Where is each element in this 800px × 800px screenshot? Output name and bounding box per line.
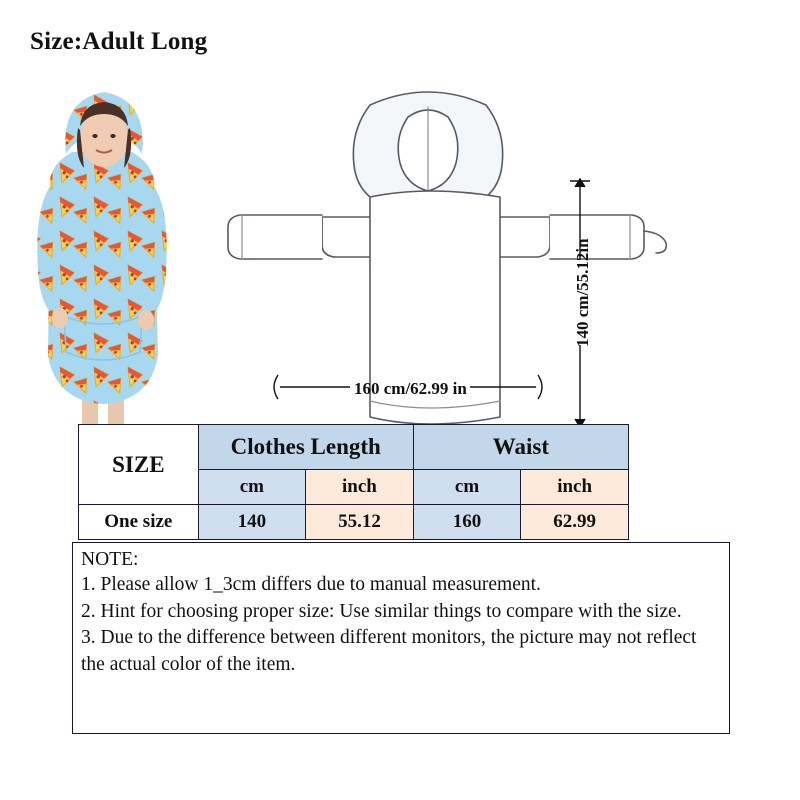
table-row (79, 505, 629, 540)
height-dimension-label: 140 cm/55.12in (573, 238, 592, 347)
note-box (72, 542, 730, 734)
unit-length-inch: inch (306, 470, 414, 505)
table-header-row (79, 425, 629, 470)
page-title: Size:Adult Long (30, 28, 208, 55)
unit-waist-cm: cm (413, 470, 520, 505)
garment-diagram (170, 45, 690, 435)
header-waist: Waist (413, 425, 628, 470)
header-size: SIZE (79, 425, 199, 505)
note-line-1: 1. Please allow 1_3cm differs due to manual measurement. (81, 574, 541, 595)
note-line-2: 2. Hint for choosing proper size: Use similar things to compare with the size. (81, 600, 682, 622)
note-line-3: 3. Due to the difference between different monitors, the picture may not reflect the actual color of the item. (81, 627, 697, 675)
cell-size: One size (79, 505, 199, 540)
cell-length-inch: 55.12 (306, 505, 414, 540)
model-photo (20, 56, 185, 486)
width-dimension-label: 160 cm/62.99 in (354, 379, 467, 398)
header-clothes-length: Clothes Length (198, 425, 413, 470)
cell-waist-cm: 160 (413, 505, 520, 540)
size-table (78, 424, 629, 540)
note-heading: NOTE: (81, 549, 139, 570)
cell-length-cm: 140 (198, 505, 305, 540)
unit-length-cm: cm (198, 470, 305, 505)
unit-waist-inch: inch (521, 470, 629, 505)
cell-waist-inch: 62.99 (521, 505, 629, 540)
